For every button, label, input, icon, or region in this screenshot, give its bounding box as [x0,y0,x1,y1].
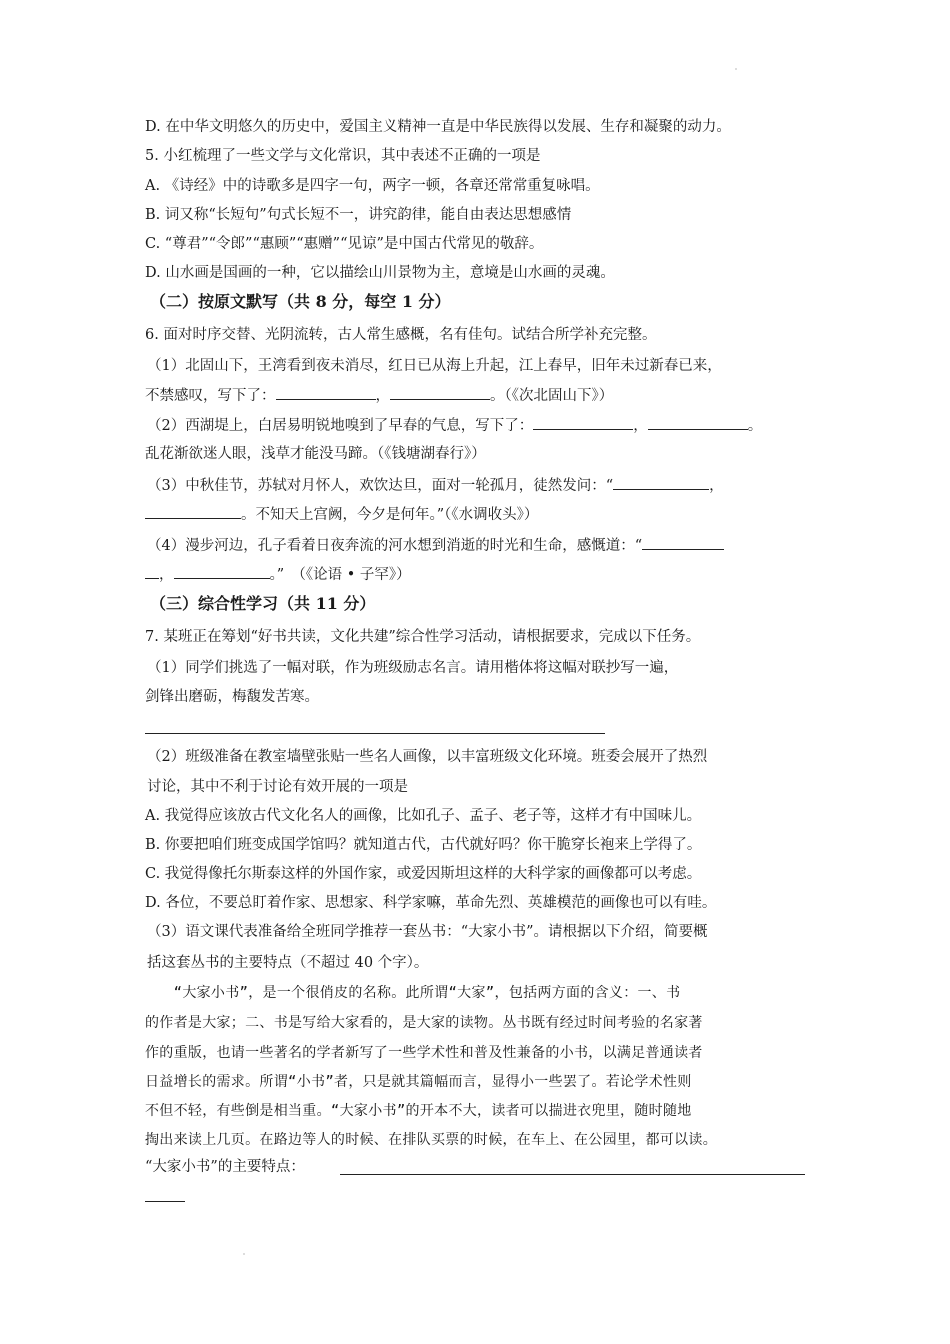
q5-option-b: B. 词又称“长短句”句式长短不一，讲究韵律，能自由表达思想感情 [145,207,572,223]
q6-part4-source: 。” （《论语 • 子罕》） [269,567,411,583]
q5-stem: 5. 小红梳理了一些文学与文化常识，其中表述不正确的一项是 [145,148,541,164]
q7-part1-prompt: （1）同学们挑选了一幅对联，作为班级励志名言。请用楷体将这幅对联抄写一遍， [147,660,679,676]
q6-part1-source: 。（《次北固山下》） [490,388,614,404]
q5-option-a: A. 《诗经》中的诗歌多是四字一句，两字一顿，各章还常常重复咏唱。 [145,178,600,194]
passage-line: “大家小书”，是一个很俏皮的名称。此所谓“大家”，包括两方面的含义：一、书 [145,985,681,1001]
q7-part2-prompt-line2: 讨论，其中不利于讨论有效开展的一项是 [147,779,408,795]
q7-couplet: 剑锋出磨砺，梅馥发苦寒。 [145,689,319,705]
passage-line: 不但不轻，有些倒是相当重。“大家小书”的开本不大，读者可以揣进衣兜里，随时随地 [145,1103,692,1119]
q6-part3-line2 [145,504,538,525]
q6-part1-prompt: （1）北固山下，王湾看到夜未消尽，红日已从海上升起，江上春早，旧年未过新春已来， [147,358,722,374]
q6-part1-blank-2[interactable] [390,385,490,400]
q6-part4-lead: （4）漫步河边，孔子看着日夜奔流的河水想到消逝的时光和生命，感慨道：“ [147,538,643,554]
q5-option-d: D. 山水画是国画的一种，它以描绘山川景物为主，意境是山水画的灵魂。 [145,265,615,281]
q6-part2-answer-line [147,415,762,436]
q7-stem: 7. 某班正在筹划“好书共读，文化共建”综合性学习活动，请根据要求，完成以下任务。 [145,629,701,645]
q7-part2-option-d: D. 各位，不要总盯着作家、思想家、科学家嘛，革命先烈、英雄模范的画像也可以有哇。 [145,895,717,911]
q7-part3-prompt-line2: 括这套丛书的主要特点（不超过 40 个字）。 [147,955,429,971]
q6-part1-blank-1[interactable] [276,385,376,400]
q7-part2-option-a: A. 我觉得应该放古代文化名人的画像，比如孔子、孟子、老子等，这样才有中国味儿。 [145,808,702,824]
q7-part1-writing-line[interactable] [145,733,605,734]
section-heading-dictation: （二）按原文默写（共 8 分，每空 1 分） [150,292,451,311]
q4-option-d: D. 在中华文明悠久的历史中，爱国主义精神一直是中华民族得以发展、生存和凝聚的动力。 [145,119,731,135]
q6-part2-following-line: 乱花渐欲迷人眼，浅草才能没马蹄。（《钱塘湖春行》） [145,446,486,462]
q6-part2-blank-1[interactable] [533,415,633,430]
q6-part1-comma: ， [375,388,390,404]
q6-part3-lead: （3）中秋佳节，苏轼对月怀人，欢饮达旦，面对一轮孤月，徒然发问：“ [147,478,614,494]
q7-part3-prompt-line1: （3）语文课代表准备给全班同学推荐一套丛书：“大家小书”。请根据以下介绍，简要概 [147,924,708,940]
q6-part4-line1 [147,535,724,556]
scan-dot [735,68,737,70]
q6-stem: 6. 面对时序交替、光阴流转，古人常生感概，名有佳句。试结合所学补充完整。 [145,327,657,343]
q6-part4-line2 [145,564,411,585]
section-heading-integrated-learning: （三）综合性学习（共 11 分） [150,594,376,613]
q6-part3-blank-2[interactable] [145,504,241,519]
q7-part2-option-c: C. 我觉得像托尔斯泰这样的外国作家，或爱因斯坦这样的大科学家的画像都可以考虑。 [145,866,702,882]
q7-part3-answer-line-1[interactable] [340,1174,805,1175]
q7-part3-answer-line-2[interactable] [145,1201,185,1202]
q6-part4-comma: ， [159,567,174,583]
q5-option-c: C. “尊君”“令郎”“惠顾”“惠赠”“见谅”是中国古代常见的敬辞。 [145,236,544,252]
q6-part4-blank-1b[interactable] [145,564,159,579]
q6-part4-blank-1a[interactable] [642,535,724,550]
scan-dot [243,1253,245,1255]
q7-part3-answer-label: “大家小书”的主要特点： [145,1159,305,1175]
q6-part2-period: 。 [747,418,763,434]
q7-part2-prompt-line1: （2）班级准备在教室墙壁张贴一些名人画像，以丰富班级文化环境。班委会展开了热烈 [147,749,708,765]
q6-part1-lead: 不禁感叹，写下了： [145,388,276,404]
q6-part3-comma: ， [709,478,724,494]
passage-line: 作的重版，也请一些著名的学者新写了一些学术性和普及性兼备的小书，以满足普通读者 [145,1045,703,1061]
passage-line: 掏出来读上几页。在路边等人的时候、在排队买票的时候，在车上、在公园里，都可以读。 [145,1132,717,1148]
q6-part2-comma: ， [633,418,648,434]
passage-line: 日益增长的需求。所谓“小书”者，只是就其篇幅而言，显得小一些罢了。若论学术性则 [145,1074,692,1090]
q6-part2-lead: （2）西湖堤上，白居易明锐地嗅到了早春的气息，写下了： [147,418,534,434]
q6-part1-answer-line [145,385,613,406]
q6-part3-blank-1[interactable] [613,475,709,490]
q6-part4-blank-2[interactable] [174,564,270,579]
q6-part3-tail: 。不知天上宫阙，今夕是何年。”（《水调收头》） [241,507,539,523]
q6-part2-blank-2[interactable] [648,415,748,430]
passage-line: 的作者是大家；二、书是写给大家看的，是大家的读物。丛书既有经过时间考验的名家著 [145,1015,703,1031]
q6-part3-line1 [147,475,724,496]
q7-part2-option-b: B. 你要把咱们班变成国学馆吗？就知道古代，古代就好吗？你干脆穿长袍来上学得了。 [145,837,702,853]
